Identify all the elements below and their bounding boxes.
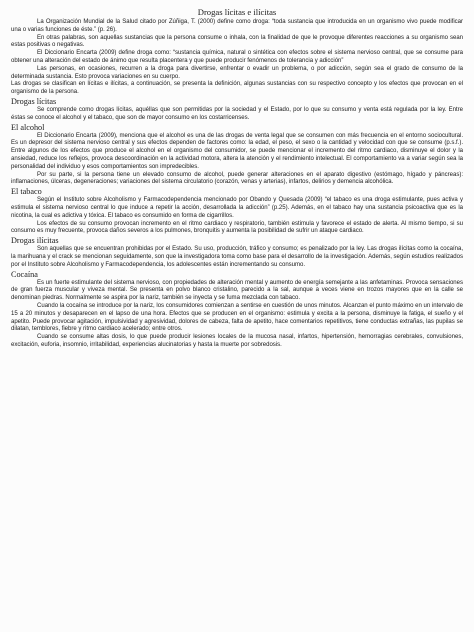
document-title: Drogas lícitas e ilícitas	[197, 7, 277, 17]
section-heading: El alcohol	[11, 122, 45, 132]
paragraph: Son aquellas que se encuentran prohibidas por el Estado. Su uso, producción, tráfico y consumo; es penalizado por la ley. Las drogas ilícitas como la cocaína, la marihuana y el crack se mencionan seguidamente, son que la investigadora toma como base para el desarrollo de la investigación. Además, según estudios realizados por el Instituto sobre Alcoholismo y Farmacodependencia, los adolescentes están incrementando su consumo.	[11, 246, 463, 268]
section-heading: Drogas lícitas	[11, 96, 57, 106]
paragraph: Los efectos de su consumo provocan incremento en el ritmo cardiaco y respiratorio, también estimula y favorece el estado de alerta. Al mismo tiempo, si su consumo es muy frecuente, provoca daños severos a los pulmones, bronquitis y aumenta la posibilidad de sufrir un ataque cardiaco.	[11, 220, 463, 235]
paragraph: La Organización Mundial de la Salud citado por Zúñiga, T. (2000) define como droga: “toda sustancia que introducida en un organismo vivo puede modificar una o varias funciones de éste.” (p. 26).	[11, 19, 463, 33]
section-heading: Drogas ilícitas	[11, 236, 59, 246]
paragraph: Por su parte, si la persona tiene un elevado consumo de alcohol, puede generar alteraciones en el aparato digestivo (estómago, hígado y páncreas): inflamaciones, úlceras, degeneraciones; variaciones del sistema circulatorio (corazón, venas y arterias), infartos, delirios y demencia alcohólica.	[11, 171, 463, 186]
paragraph: Las drogas se clasifican en lícitas e ilícitas, a continuación, se presenta la definición, algunas sustancias con su respectivo concepto y los efectos que provocan en el organismo de la persona.	[11, 81, 463, 96]
section-heading: Cocaína	[11, 269, 38, 279]
paragraph: Es un fuerte estimulante del sistema nervioso, con propiedades de alteración mental y aumento de energía semejante a las anfetaminas. Provoca sensaciones de gran fuerza muscular y viveza mental. Se presenta en polvo blanco cristalino, parecido a la sal, aunque a veces viene en trozos mayores que en la calle se denominan piedras. Normalmente se aspira por la nariz, también se inyecta y se fuma mezclada con tabaco.	[11, 279, 463, 302]
paragraph: En otras palabras, son aquellas sustancias que la persona consume o inhala, con la finalidad de que le provoque diferentes reacciones a su organismo sean estas positivas o negativas.	[11, 34, 463, 49]
section-heading: El tabaco	[11, 187, 42, 197]
paragraph: Cuando se consume altas dosis, lo que puede producir lesiones locales de la mucosa nasal, infartos, hipertensión, hemorragias cerebrales, convulsiones, excitación, euforia, insomnio, irritabilidad, experiencias alucinatorias y hasta la muerte por sobredosis.	[11, 334, 463, 348]
paragraph: Las personas, en ocasiones, recurren a la droga para divertirse, enfrentar o evadir un problema, o por adicción, según sea el grado de consumo de la determinada sustancia. Esto provoca variaciones en su cuerpo.	[11, 65, 463, 80]
paragraph: Se comprende como drogas lícitas, aquéllas que son permitidas por la sociedad y el Estado, por lo que su consumo y venta está regulada por la ley. Entre éstas se conoce el alcohol y el tabaco, que son de mayor consumo en los costarricenses.	[11, 106, 463, 121]
paragraph: Cuando la cocaína se introduce por la nariz, los consumidores comienzan a sentirse en cuestión de unos minutos. Alcanzan el punto máximo en un intervalo de 15 a 20 minutos y desaparecen en el lapso de una hora. Efectos que se producen en el organismo: estimula y excita a la persona, disminuye la fatiga, el sueño y el apetito. Puede provocar agitación, impulsividad y agresividad, dolores de cabeza, falta de apetito, hace comentarios repetitivos, tiene conductas extrañas, las pupilas se dilatan, temblores, fiebre y ritmo cardiaco acelerado; entre otros.	[11, 302, 463, 333]
paragraph: Según el Instituto sobre Alcoholismo y Farmacodependencia mencionado por Obando y Quesada (2009) “el tabaco es una droga estimulante, pues activa y estimula el sistema nervioso central lo que induce a repetir la acción, desarrollada la adicción” (p.25). Además, en el tabaco hay una sustancia psicoactiva que es la nicotina, la cual es adictiva y tóxica. El tabaco es consumido en forma de cigarrillos.	[11, 197, 463, 219]
paragraph: El Diccionario Encarta (2009) define droga como: “sustancia química, natural o sintética con efectos sobre el sistema nervioso central, que se consume para obtener una alteración del estado de ánimo que resulta placentera y que puede producir fenómenos de tolerancia y adicción”	[11, 50, 463, 64]
paragraph: El Diccionario Encarta (2009), menciona que el alcohol es una de las drogas de venta legal que se consumen con más frecuencia en el entorno sociocultural. Es un depresor del sistema nervioso central y sus efectos dependen de factores como: la edad, el peso, el sexo o la cantidad y velocidad con que se consume (p.s.f.). Entre algunos de los efectos que produce el alcohol en el organismo del consumidor, se puede mencionar el incremento del ritmo cardiaco, disminuye el dolor y la ansiedad, reduce los reflejos, provoca descoordinación en la actividad motora, altera la atención y el rendimiento intelectual. El comportamiento va a variar según sea la personalidad del individuo y esos comportamientos son impredecibles.	[11, 132, 463, 170]
